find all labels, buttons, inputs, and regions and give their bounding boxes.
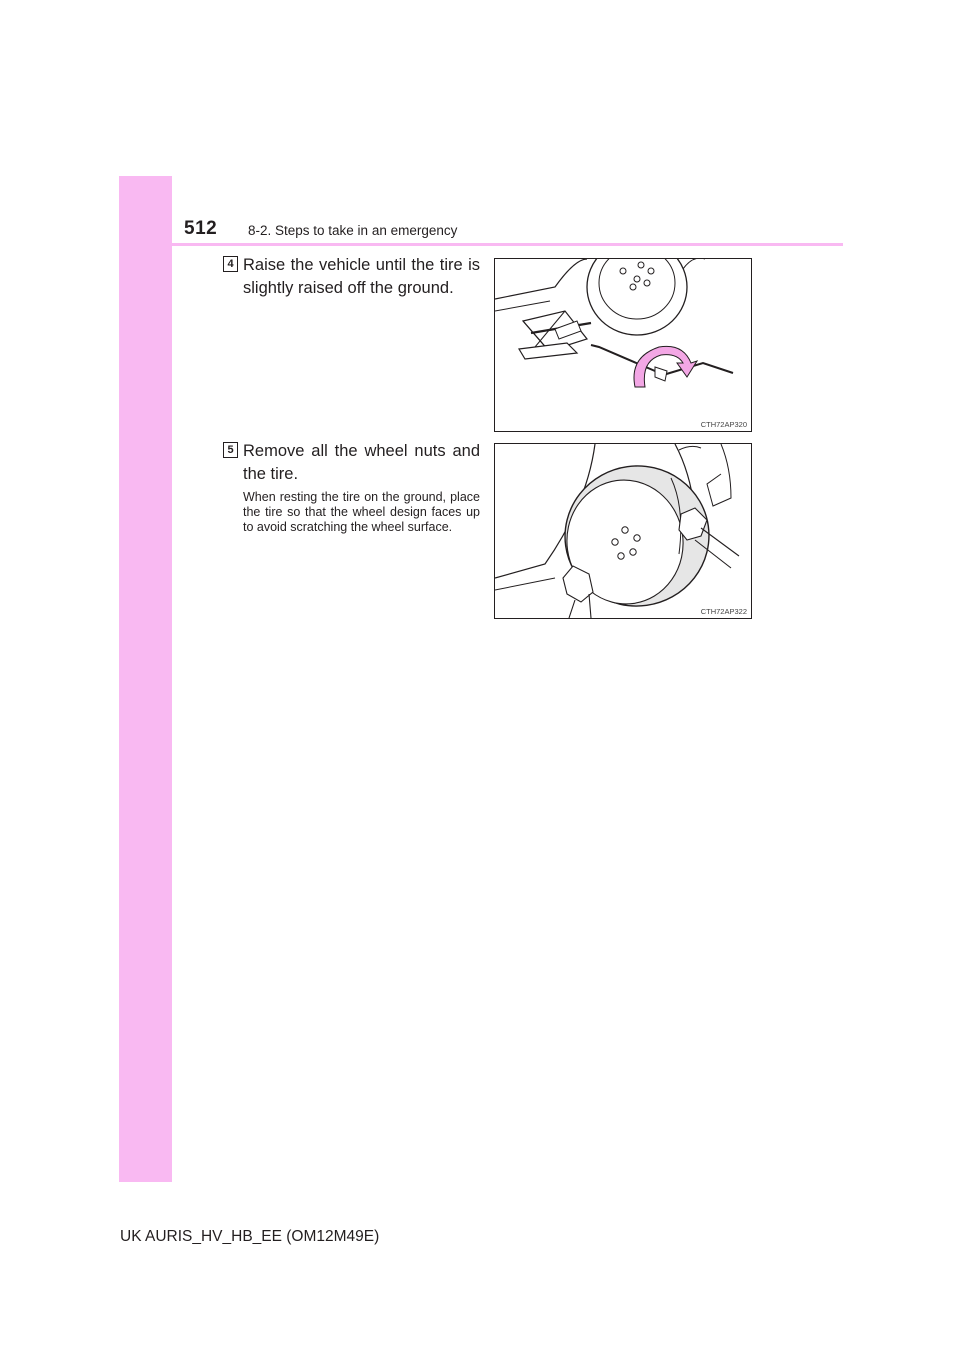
step-5-title: Remove all the wheel nuts and the tire. <box>243 442 480 483</box>
figure-jack-raise <box>494 258 752 432</box>
step-4-title: Raise the vehicle until the tire is slightly raised off the ground. <box>243 256 480 297</box>
page-number: 512 <box>184 218 218 239</box>
step-number-5: 5 <box>223 442 238 458</box>
figure-tire-removal <box>494 443 752 619</box>
tire-removal-illustration <box>495 444 751 618</box>
step-number-4: 4 <box>223 256 238 272</box>
side-tab <box>119 176 172 1182</box>
header-rule <box>119 243 843 246</box>
figure-code-320: CTH72AP320 <box>700 420 747 429</box>
step-5-note: When resting the tire on the ground, place the tire so that the wheel design faces up to avoid scratching the wheel surface. <box>243 490 480 534</box>
footer-model-code: UK AURIS_HV_HB_EE (OM12M49E) <box>120 1228 380 1245</box>
section-title: 8-2. Steps to take in an emergency <box>248 223 458 238</box>
figure-code-322: CTH72AP322 <box>700 607 747 616</box>
jack-raise-illustration <box>495 259 751 431</box>
